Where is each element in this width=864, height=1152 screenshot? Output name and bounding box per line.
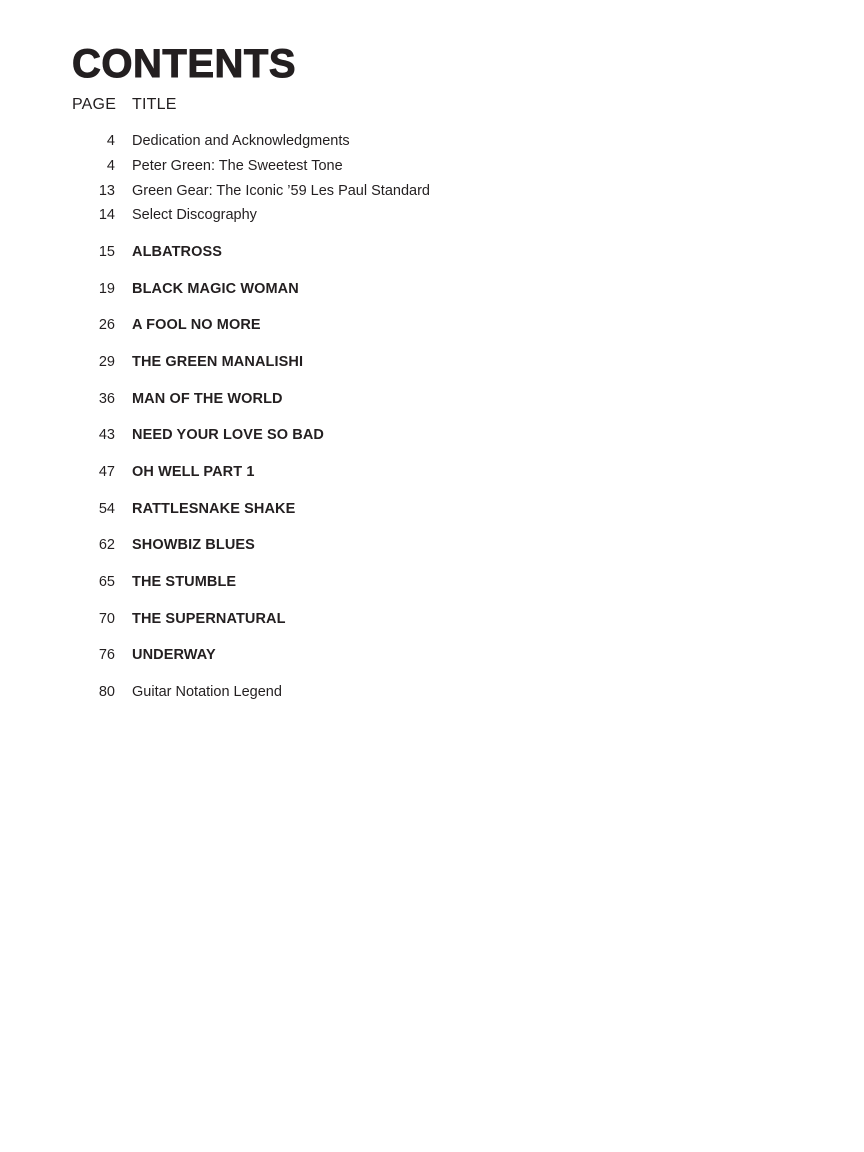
toc-entry (0, 205, 864, 225)
toc-page-number: 62 (98, 537, 115, 553)
toc-song-title: SHOWBIZ BLUES (132, 537, 255, 553)
toc-entry (0, 156, 864, 176)
page-title: CONTENTS (72, 42, 296, 86)
toc-page-number: 70 (98, 611, 115, 627)
toc-page-number: 29 (98, 354, 115, 370)
toc-entry-song (0, 242, 864, 262)
toc-song-title: ALBATROSS (132, 244, 223, 260)
toc-page-number: 36 (98, 391, 115, 407)
toc-page-number: 14 (98, 207, 115, 223)
toc-song-title: MAN OF THE WORLD (132, 391, 283, 407)
toc-entry-song (0, 315, 864, 335)
toc-entry (0, 131, 864, 151)
toc-entry-song (0, 279, 864, 299)
toc-entry-title: Green Gear: The Iconic ’59 Les Paul Standard (132, 183, 430, 199)
toc-song-title: THE GREEN MANALISHI (132, 354, 304, 370)
toc-entry-title: Select Discography (132, 207, 257, 223)
toc-page-number: 80 (98, 684, 115, 700)
toc-song-title: UNDERWAY (132, 647, 216, 663)
toc-song-title: BLACK MAGIC WOMAN (132, 281, 299, 297)
toc-entry-song (0, 609, 864, 629)
toc-entry (0, 181, 864, 201)
title-column-header: TITLE (132, 96, 177, 113)
toc-entry-song (0, 352, 864, 372)
toc-page-number: 43 (98, 427, 115, 443)
toc-entry-song (0, 499, 864, 519)
toc-song-title: NEED YOUR LOVE SO BAD (132, 427, 324, 443)
toc-song-title: OH WELL PART 1 (132, 464, 255, 480)
toc-page-number: 13 (98, 183, 115, 199)
toc-entry-song (0, 462, 864, 482)
toc-song-title: THE SUPERNATURAL (132, 611, 286, 627)
toc-page-number: 19 (98, 281, 115, 297)
toc-page-number: 47 (98, 464, 115, 480)
page-column-header: PAGE (72, 96, 117, 113)
toc-song-title: THE STUMBLE (132, 574, 237, 590)
toc-entry (0, 682, 864, 702)
toc-entry-title: Dedication and Acknowledgments (132, 133, 350, 149)
toc-entry-song (0, 645, 864, 665)
toc-song-title: A FOOL NO MORE (132, 317, 261, 333)
toc-entry-title: Guitar Notation Legend (132, 684, 282, 700)
toc-entry-song (0, 389, 864, 409)
toc-entry-song (0, 535, 864, 555)
toc-page-number: 15 (98, 244, 115, 260)
toc-page-number: 76 (98, 647, 115, 663)
toc-entry-song (0, 572, 864, 592)
toc-page-number: 4 (106, 158, 115, 174)
toc-page-number: 54 (98, 501, 115, 517)
toc-page-number: 4 (106, 133, 115, 149)
toc-song-title: RATTLESNAKE SHAKE (132, 501, 296, 517)
toc-entry-title: Peter Green: The Sweetest Tone (132, 158, 343, 174)
toc-entry-song (0, 425, 864, 445)
toc-page-number: 26 (98, 317, 115, 333)
toc-page-number: 65 (98, 574, 115, 590)
